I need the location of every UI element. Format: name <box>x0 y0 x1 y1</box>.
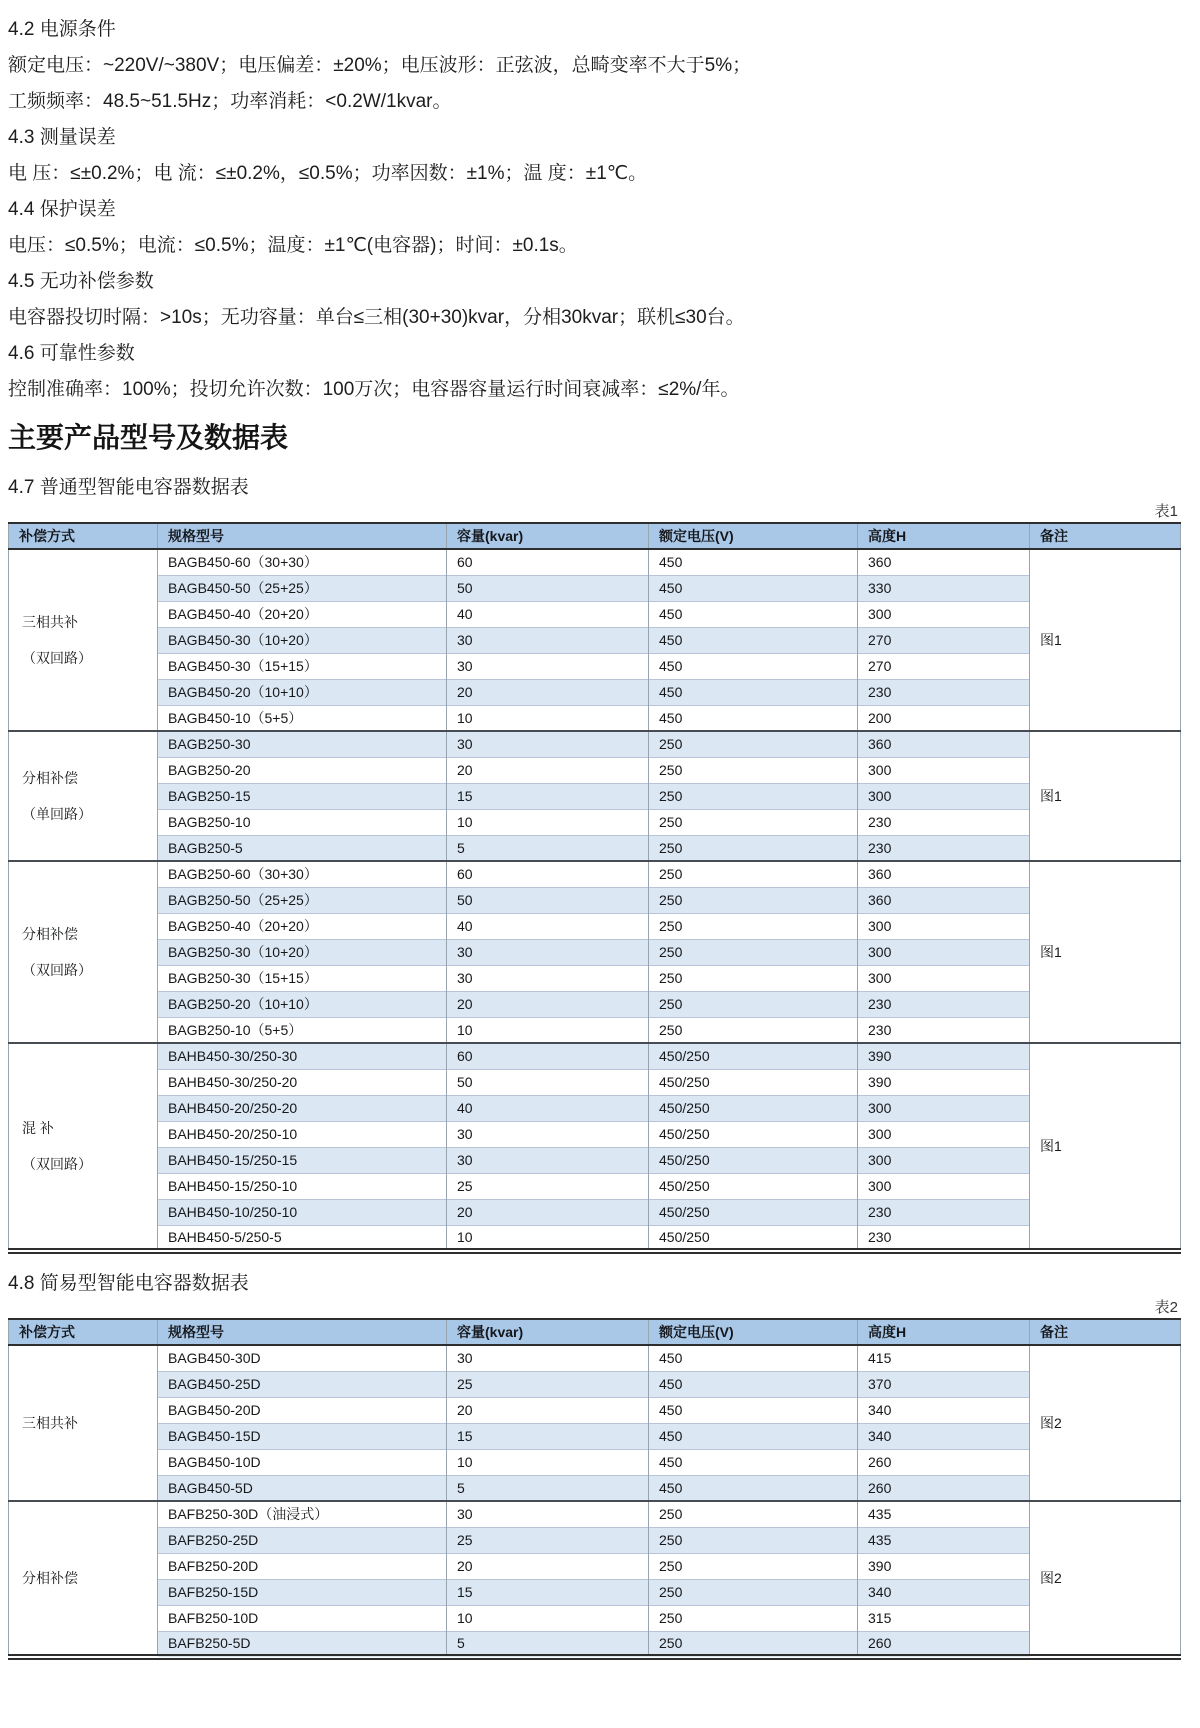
cell-voltage: 250 <box>649 835 858 861</box>
table-row <box>9 1147 1181 1173</box>
column-header: 备注 <box>1030 1319 1181 1345</box>
table-row <box>9 887 1181 913</box>
table-row <box>9 1605 1181 1631</box>
cell-height: 300 <box>858 913 1030 939</box>
cell-model: BAGB250-10 <box>158 809 447 835</box>
compensation-method-cell <box>9 549 158 731</box>
section-heading-4-6: 4.6 可靠性参数 <box>8 343 135 364</box>
cell-model: BAFB250-20D <box>158 1553 447 1579</box>
cell-capacity: 40 <box>447 601 649 627</box>
section-heading-4-5: 4.5 无功补偿参数 <box>8 271 154 292</box>
table-row <box>9 1397 1181 1423</box>
cell-model: BAFB250-5D <box>158 1631 447 1657</box>
cell-capacity: 30 <box>447 939 649 965</box>
cell-voltage: 250 <box>649 1501 858 1527</box>
cell-height: 300 <box>858 1173 1030 1199</box>
table-row <box>9 1631 1181 1657</box>
table-row <box>9 679 1181 705</box>
table-row <box>9 1423 1181 1449</box>
cell-capacity: 20 <box>447 991 649 1017</box>
cell-voltage: 250 <box>649 1017 858 1043</box>
cell-capacity: 5 <box>447 1475 649 1501</box>
section-heading-4-3: 4.3 测量误差 <box>8 127 116 148</box>
compensation-method-line: 分相补偿 <box>22 1570 78 1586</box>
cell-voltage: 450 <box>649 627 858 653</box>
table-row <box>9 809 1181 835</box>
cell-model: BAGB450-30（10+20） <box>158 627 447 653</box>
cell-voltage: 250 <box>649 965 858 991</box>
cell-height: 270 <box>858 627 1030 653</box>
compensation-method-line: （双回路） <box>22 962 92 978</box>
cell-height: 230 <box>858 1225 1030 1251</box>
cell-height: 340 <box>858 1397 1030 1423</box>
cell-model: BAGB450-10D <box>158 1449 447 1475</box>
compensation-method-cell <box>9 1043 158 1251</box>
page-title: 主要产品型号及数据表 <box>8 422 289 453</box>
cell-voltage: 250 <box>649 731 858 757</box>
table-row <box>9 731 1181 757</box>
cell-capacity: 5 <box>447 835 649 861</box>
cell-capacity: 60 <box>447 549 649 575</box>
cell-height: 360 <box>858 731 1030 757</box>
column-header: 备注 <box>1030 523 1181 549</box>
table-section-2 <box>8 1270 1180 1660</box>
cell-height: 390 <box>858 1553 1030 1579</box>
table-header <box>9 1319 1181 1345</box>
cell-model: BAGB450-40（20+20） <box>158 601 447 627</box>
cell-capacity: 15 <box>447 1423 649 1449</box>
cell-height: 260 <box>858 1449 1030 1475</box>
cell-model: BAGB250-10（5+5） <box>158 1017 447 1043</box>
compensation-method-line: 分相补偿 <box>22 926 78 942</box>
cell-capacity: 40 <box>447 913 649 939</box>
table-body <box>9 1345 1181 1657</box>
column-header: 规格型号 <box>158 1319 447 1345</box>
header-row <box>9 523 1181 549</box>
cell-voltage: 250 <box>649 939 858 965</box>
cell-capacity: 60 <box>447 1043 649 1069</box>
cell-voltage: 450/250 <box>649 1095 858 1121</box>
table-row <box>9 783 1181 809</box>
cell-height: 360 <box>858 887 1030 913</box>
cell-voltage: 450/250 <box>649 1043 858 1069</box>
cell-capacity: 30 <box>447 653 649 679</box>
compensation-method-cell <box>9 1501 158 1657</box>
cell-voltage: 250 <box>649 783 858 809</box>
cell-height: 300 <box>858 601 1030 627</box>
table-1-label: 表1 <box>1154 503 1178 520</box>
note-cell: 图1 <box>1030 861 1181 1043</box>
cell-height: 230 <box>858 809 1030 835</box>
cell-capacity: 15 <box>447 1579 649 1605</box>
column-header: 额定电压(V) <box>649 523 858 549</box>
cell-model: BAFB250-30D（油浸式） <box>158 1501 447 1527</box>
cell-height: 340 <box>858 1579 1030 1605</box>
cell-height: 415 <box>858 1345 1030 1371</box>
table-row <box>9 705 1181 731</box>
header-row <box>9 1319 1181 1345</box>
cell-height: 390 <box>858 1069 1030 1095</box>
cell-model: BAHB450-15/250-15 <box>158 1147 447 1173</box>
cell-capacity: 20 <box>447 679 649 705</box>
cell-height: 230 <box>858 991 1030 1017</box>
compensation-method-line: 分相补偿 <box>22 770 78 786</box>
cell-model: BAHB450-30/250-30 <box>158 1043 447 1069</box>
note-cell: 图1 <box>1030 549 1181 731</box>
cell-capacity: 10 <box>447 1225 649 1251</box>
cell-capacity: 20 <box>447 1397 649 1423</box>
cell-capacity: 50 <box>447 575 649 601</box>
cell-voltage: 450 <box>649 1423 858 1449</box>
cell-capacity: 10 <box>447 1017 649 1043</box>
compensation-method-line: 三相共补 <box>22 1415 78 1431</box>
cell-model: BAGB450-30（15+15） <box>158 653 447 679</box>
table-row <box>9 549 1181 575</box>
cell-model: BAGB250-15 <box>158 783 447 809</box>
column-header: 容量(kvar) <box>447 1319 649 1345</box>
column-header: 补偿方式 <box>9 1319 158 1345</box>
cell-height: 200 <box>858 705 1030 731</box>
column-header: 容量(kvar) <box>447 523 649 549</box>
table-row <box>9 913 1181 939</box>
cell-voltage: 450 <box>649 1397 858 1423</box>
cell-model: BAFB250-10D <box>158 1605 447 1631</box>
compensation-method-line: 混 补 <box>22 1120 54 1136</box>
cell-height: 435 <box>858 1501 1030 1527</box>
cell-voltage: 450 <box>649 1475 858 1501</box>
cell-voltage: 450/250 <box>649 1225 858 1251</box>
cell-voltage: 450 <box>649 549 858 575</box>
cell-capacity: 30 <box>447 627 649 653</box>
table-row <box>9 575 1181 601</box>
table-row <box>9 1345 1181 1371</box>
cell-height: 260 <box>858 1631 1030 1657</box>
cell-height: 435 <box>858 1527 1030 1553</box>
table-row <box>9 991 1181 1017</box>
section-heading-4-8: 4.8 简易型智能电容器数据表 <box>8 1273 249 1294</box>
table-row <box>9 1501 1181 1527</box>
cell-capacity: 20 <box>447 757 649 783</box>
cell-voltage: 250 <box>649 1579 858 1605</box>
cell-model: BAGB450-15D <box>158 1423 447 1449</box>
cell-voltage: 450/250 <box>649 1199 858 1225</box>
cell-capacity: 30 <box>447 1147 649 1173</box>
cell-capacity: 25 <box>447 1173 649 1199</box>
table-row <box>9 861 1181 887</box>
table-row <box>9 1225 1181 1251</box>
cell-capacity: 30 <box>447 965 649 991</box>
table-row <box>9 1017 1181 1043</box>
cell-model: BAHB450-15/250-10 <box>158 1173 447 1199</box>
cell-model: BAGB450-25D <box>158 1371 447 1397</box>
cell-model: BAGB250-50（25+25） <box>158 887 447 913</box>
cell-height: 260 <box>858 1475 1030 1501</box>
cell-model: BAGB250-30（10+20） <box>158 939 447 965</box>
cell-model: BAGB250-20（10+10） <box>158 991 447 1017</box>
cell-voltage: 450 <box>649 601 858 627</box>
cell-capacity: 30 <box>447 1345 649 1371</box>
table-row <box>9 757 1181 783</box>
cell-voltage: 450 <box>649 1449 858 1475</box>
table-body <box>9 549 1181 1251</box>
cell-height: 300 <box>858 965 1030 991</box>
table-row <box>9 1199 1181 1225</box>
cell-height: 230 <box>858 835 1030 861</box>
cell-model: BAFB250-25D <box>158 1527 447 1553</box>
table-section-1 <box>8 474 1180 1254</box>
cell-capacity: 30 <box>447 1121 649 1147</box>
compensation-method-line: （双回路） <box>22 1156 92 1172</box>
column-header: 高度H <box>858 1319 1030 1345</box>
cell-capacity: 25 <box>447 1527 649 1553</box>
note-cell: 图1 <box>1030 731 1181 861</box>
table-row <box>9 835 1181 861</box>
cell-capacity: 60 <box>447 861 649 887</box>
cell-voltage: 250 <box>649 913 858 939</box>
cell-voltage: 250 <box>649 991 858 1017</box>
capacitor-table-1 <box>8 522 1181 1254</box>
cell-height: 300 <box>858 1121 1030 1147</box>
cell-capacity: 30 <box>447 731 649 757</box>
table-row <box>9 1173 1181 1199</box>
spec-line: 电 压：≤±0.2%；电 流：≤±0.2%，≤0.5%；功率因数：±1%；温 度：±1℃。 <box>8 163 648 184</box>
cell-height: 315 <box>858 1605 1030 1631</box>
compensation-method-cell <box>9 1345 158 1501</box>
cell-height: 270 <box>858 653 1030 679</box>
column-header: 补偿方式 <box>9 523 158 549</box>
cell-model: BAGB250-5 <box>158 835 447 861</box>
cell-model: BAGB450-60（30+30） <box>158 549 447 575</box>
compensation-method-cell <box>9 861 158 1043</box>
cell-model: BAHB450-5/250-5 <box>158 1225 447 1251</box>
column-header: 额定电压(V) <box>649 1319 858 1345</box>
cell-model: BAGB450-50（25+25） <box>158 575 447 601</box>
cell-voltage: 450 <box>649 575 858 601</box>
cell-voltage: 450/250 <box>649 1121 858 1147</box>
cell-capacity: 5 <box>447 1631 649 1657</box>
section-heading-4-4: 4.4 保护误差 <box>8 199 116 220</box>
cell-model: BAGB450-10（5+5） <box>158 705 447 731</box>
cell-height: 300 <box>858 783 1030 809</box>
cell-model: BAGB250-60（30+30） <box>158 861 447 887</box>
cell-voltage: 450/250 <box>649 1173 858 1199</box>
cell-voltage: 450 <box>649 653 858 679</box>
note-cell: 图2 <box>1030 1345 1181 1501</box>
table-row <box>9 601 1181 627</box>
cell-height: 330 <box>858 575 1030 601</box>
cell-capacity: 20 <box>447 1199 649 1225</box>
cell-voltage: 250 <box>649 1631 858 1657</box>
cell-model: BAGB250-30 <box>158 731 447 757</box>
cell-capacity: 10 <box>447 1605 649 1631</box>
cell-voltage: 450 <box>649 705 858 731</box>
cell-capacity: 10 <box>447 705 649 731</box>
section-heading-4-7: 4.7 普通型智能电容器数据表 <box>8 477 249 498</box>
cell-capacity: 50 <box>447 1069 649 1095</box>
table-row <box>9 1095 1181 1121</box>
cell-voltage: 250 <box>649 1605 858 1631</box>
cell-model: BAGB450-30D <box>158 1345 447 1371</box>
cell-model: BAGB250-20 <box>158 757 447 783</box>
cell-voltage: 250 <box>649 887 858 913</box>
cell-model: BAGB450-5D <box>158 1475 447 1501</box>
cell-voltage: 250 <box>649 1527 858 1553</box>
compensation-method-cell <box>9 731 158 861</box>
table-row <box>9 1553 1181 1579</box>
cell-height: 360 <box>858 861 1030 887</box>
cell-model: BAHB450-20/250-20 <box>158 1095 447 1121</box>
cell-model: BAHB450-10/250-10 <box>158 1199 447 1225</box>
cell-height: 340 <box>858 1423 1030 1449</box>
cell-model: BAGB250-30（15+15） <box>158 965 447 991</box>
cell-voltage: 450 <box>649 679 858 705</box>
table-row <box>9 1371 1181 1397</box>
table-row <box>9 1579 1181 1605</box>
cell-height: 230 <box>858 1017 1030 1043</box>
cell-model: BAGB450-20D <box>158 1397 447 1423</box>
cell-height: 370 <box>858 1371 1030 1397</box>
cell-capacity: 10 <box>447 1449 649 1475</box>
cell-voltage: 450 <box>649 1371 858 1397</box>
cell-voltage: 450/250 <box>649 1069 858 1095</box>
cell-model: BAFB250-15D <box>158 1579 447 1605</box>
cell-capacity: 10 <box>447 809 649 835</box>
table-2-label: 表2 <box>1154 1299 1178 1316</box>
cell-capacity: 20 <box>447 1553 649 1579</box>
cell-height: 300 <box>858 939 1030 965</box>
cell-voltage: 250 <box>649 1553 858 1579</box>
column-header: 高度H <box>858 523 1030 549</box>
table-row <box>9 653 1181 679</box>
cell-model: BAHB450-30/250-20 <box>158 1069 447 1095</box>
cell-height: 230 <box>858 1199 1030 1225</box>
table-row <box>9 1069 1181 1095</box>
compensation-method-line: 三相共补 <box>22 614 78 630</box>
cell-height: 360 <box>858 549 1030 575</box>
table-row <box>9 1449 1181 1475</box>
spec-line: 电压：≤0.5%；电流：≤0.5%；温度：±1℃(电容器)；时间：±0.1s。 <box>8 235 578 256</box>
spec-line: 控制准确率：100%；投切允许次数：100万次；电容器容量运行时间衰减率：≤2%/年。 <box>8 379 740 400</box>
cell-model: BAHB450-20/250-10 <box>158 1121 447 1147</box>
cell-capacity: 40 <box>447 1095 649 1121</box>
table-row <box>9 1121 1181 1147</box>
spec-line: 工频频率：48.5~51.5Hz；功率消耗：<0.2W/1kvar。 <box>8 91 452 112</box>
compensation-method-line: （单回路） <box>22 806 92 822</box>
cell-height: 390 <box>858 1043 1030 1069</box>
section-heading-4-2: 4.2 电源条件 <box>8 19 116 40</box>
cell-model: BAGB450-20（10+10） <box>158 679 447 705</box>
cell-height: 300 <box>858 757 1030 783</box>
spec-line: 额定电压：~220V/~380V；电压偏差：±20%；电压波形：正弦波，总畸变率不大于5%； <box>8 55 752 76</box>
note-cell: 图2 <box>1030 1501 1181 1657</box>
table-row <box>9 1043 1181 1069</box>
cell-voltage: 250 <box>649 809 858 835</box>
spec-text-section <box>8 8 1180 408</box>
cell-height: 300 <box>858 1095 1030 1121</box>
capacitor-table-2 <box>8 1318 1181 1660</box>
cell-capacity: 50 <box>447 887 649 913</box>
cell-height: 230 <box>858 679 1030 705</box>
table-row <box>9 939 1181 965</box>
table-row <box>9 1527 1181 1553</box>
note-cell: 图1 <box>1030 1043 1181 1251</box>
spec-line: 电容器投切时隔：>10s；无功容量：单台≤三相(30+30)kvar，分相30kvar；联机≤30台。 <box>8 307 745 328</box>
table-row <box>9 627 1181 653</box>
cell-capacity: 15 <box>447 783 649 809</box>
cell-voltage: 250 <box>649 861 858 887</box>
table-row <box>9 965 1181 991</box>
table-header <box>9 523 1181 549</box>
cell-capacity: 30 <box>447 1501 649 1527</box>
table-row <box>9 1475 1181 1501</box>
cell-voltage: 450 <box>649 1345 858 1371</box>
cell-height: 300 <box>858 1147 1030 1173</box>
cell-voltage: 450/250 <box>649 1147 858 1173</box>
cell-capacity: 25 <box>447 1371 649 1397</box>
cell-model: BAGB250-40（20+20） <box>158 913 447 939</box>
cell-voltage: 250 <box>649 757 858 783</box>
compensation-method-line: （双回路） <box>22 650 92 666</box>
column-header: 规格型号 <box>158 523 447 549</box>
